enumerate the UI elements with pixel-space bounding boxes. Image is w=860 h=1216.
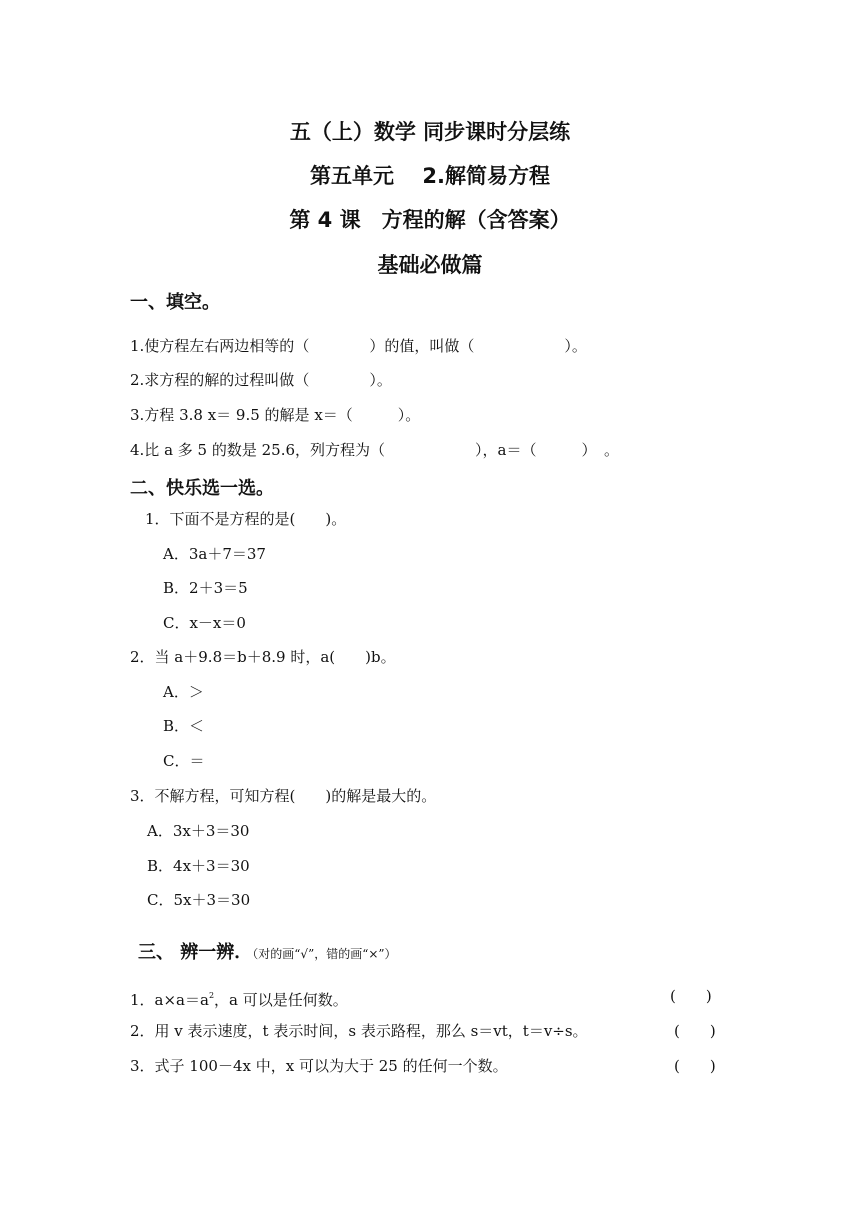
lesson-title: 第 4 课 方程的解（含答案） [289, 208, 571, 232]
answer-parentheses: ( ) [674, 1057, 716, 1075]
choice-option: A．＞ [163, 683, 204, 701]
exponent: 2 [208, 991, 215, 1000]
section-true-false-note: （对的画“√”，错的画“×”） [252, 947, 397, 961]
fill-blank-item-1: 1.使方程左右两边相等的（ ）的值，叫做（ ）。 [130, 337, 587, 355]
choice-option: C．x－x＝0 [163, 614, 246, 632]
choice-option: C．＝ [163, 752, 205, 770]
true-false-item-2: 2．用 v 表示速度，t 表示时间，s 表示路程，那么 s＝vt，t＝v÷s。 [130, 1022, 588, 1040]
section-true-false-heading [138, 938, 397, 964]
section-choice-heading: 二、快乐选一选。 [130, 478, 274, 499]
true-false-item-3: 3．式子 100－4x 中，x 可以为大于 25 的任何一个数。 [130, 1057, 508, 1075]
unit-title: 第五单元 2.解简易方程 [310, 164, 550, 188]
answer-parentheses: ( ) [674, 1022, 716, 1040]
statement-text: 1．a×a＝a [130, 991, 209, 1009]
choice-question-1: 1．下面不是方程的是( )。 [145, 510, 347, 528]
choice-option: A．3a＋7＝37 [163, 545, 266, 563]
choice-option: B．＜ [163, 717, 205, 735]
choice-question-3: 3．不解方程，可知方程( )的解是最大的。 [130, 787, 437, 805]
fill-blank-item-4: 4.比 a 多 5 的数是 25.6，列方程为（ ），a＝（ ） 。 [130, 441, 619, 459]
section-fill-blank-heading: 一、填空。 [130, 292, 220, 313]
section-true-false-title: 三、 辨一辨． [138, 942, 253, 963]
level-title: 基础必做篇 [377, 253, 483, 277]
choice-option: A．3x＋3＝30 [147, 822, 250, 840]
statement-text: ，a 可以是任何数。 [214, 991, 348, 1009]
choice-option: B．4x＋3＝30 [147, 857, 250, 875]
fill-blank-item-2: 2.求方程的解的过程叫做（ ）。 [130, 371, 392, 389]
answer-parentheses: ( ) [670, 987, 712, 1005]
fill-blank-item-3: 3.方程 3.8 x＝ 9.5 的解是 x＝（ ）。 [130, 406, 421, 424]
worksheet-title: 五（上）数学 同步课时分层练 [289, 120, 571, 144]
choice-option: C．5x＋3＝30 [147, 891, 251, 909]
choice-question-2: 2．当 a＋9.8＝b＋8.9 时，a( )b。 [130, 648, 396, 666]
choice-option: B．2＋3＝5 [163, 579, 248, 597]
true-false-item-1 [130, 986, 348, 1010]
